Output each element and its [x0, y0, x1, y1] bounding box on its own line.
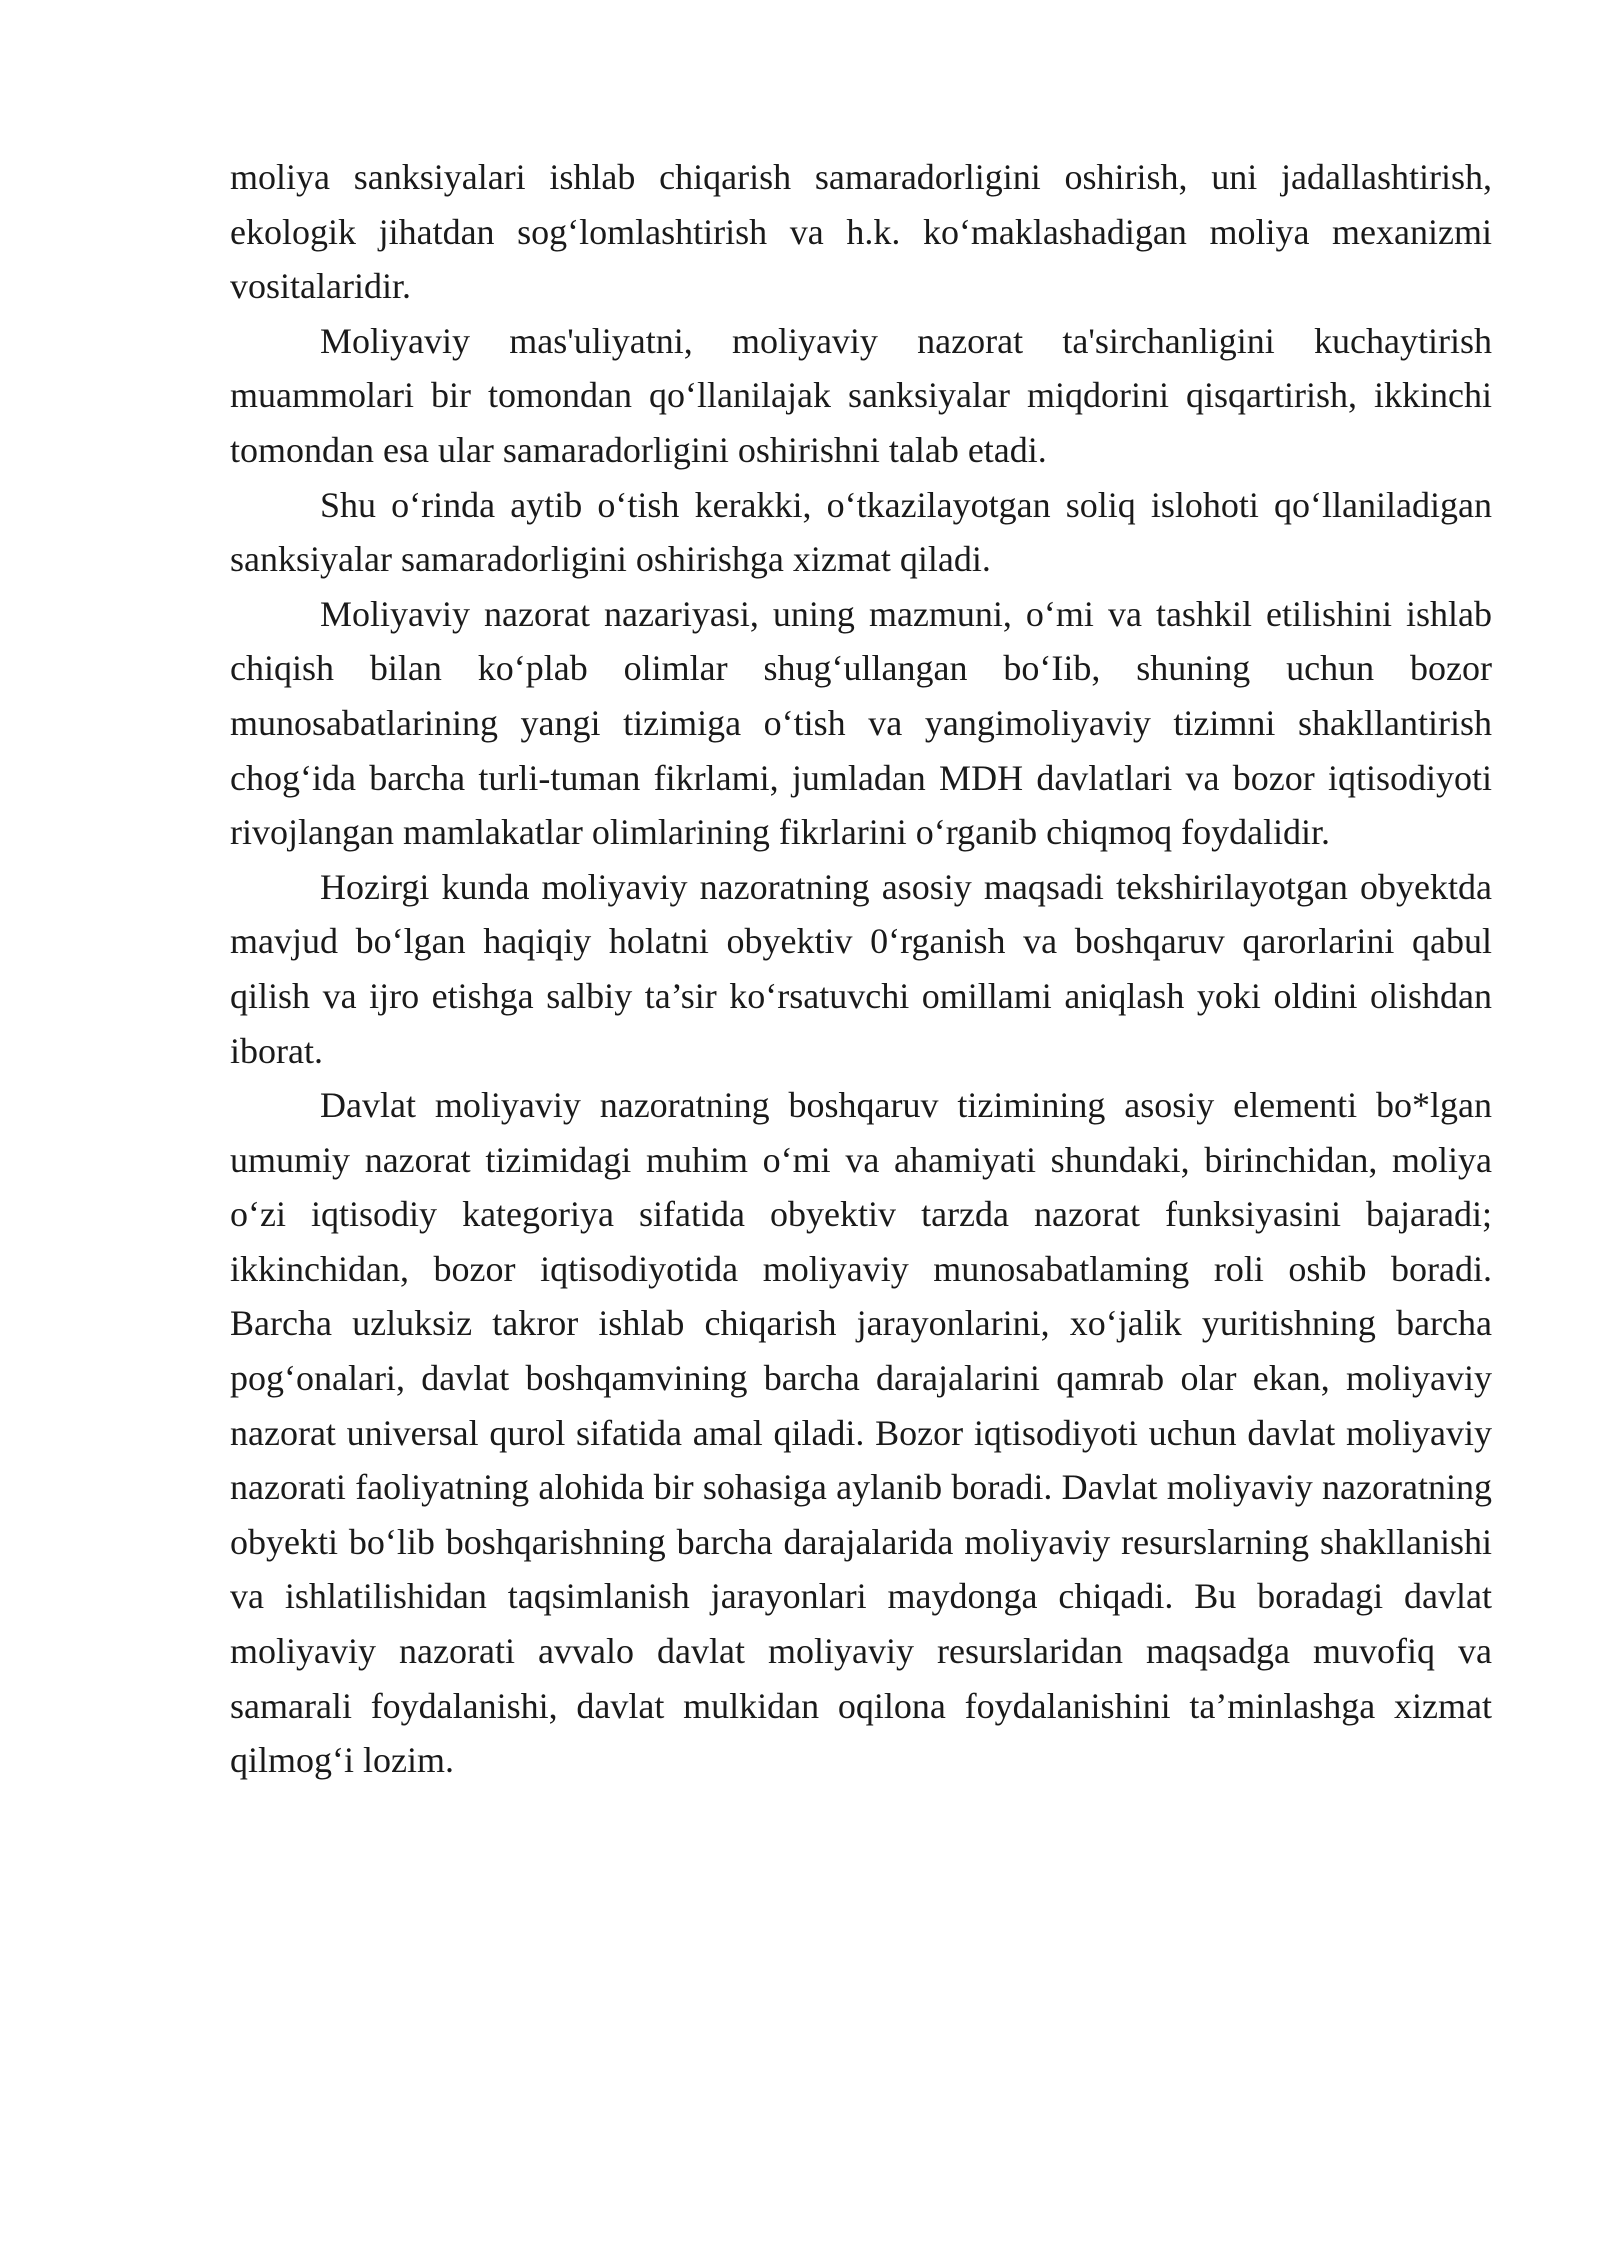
paragraph-continuation: moliya sanksiyalari ishlab chiqarish samaradorligini oshirish, uni jadallashtirish, ekologik jihatdan sog‘lomlashtirish va h.k. ko‘maklashadigan moliya mexanizmi vositalaridir.: [230, 157, 1492, 307]
paragraph: Hozirgi kunda moliyaviy nazoratning asosiy maqsadi tekshirilayotgan obyektda mavjud bo‘lgan haqiqiy holatni obyektiv 0‘rganish va boshqaruv qarorlarini qabul qilish va ijro etishga salbiy ta’sir ko‘rsatuvchi omillami aniqlash yoki oldini olishdan iborat.: [230, 866, 1492, 1071]
paragraph: Moliyaviy nazorat nazariyasi, uning mazmuni, o‘mi va tashkil etilishini ishlab chiqish bilan ko‘plab olimlar shug‘ullangan bo‘Iib, shuning uchun bozor munosabatlarining yangi tizimiga o‘tish va yangimoliyaviy tizimni shakllantirish chog‘ida barcha turli-tuman fikrlami, jumladan MDH davlatlari va bozor iqtisodiyoti rivojlangan mamlakatlar olimlarining fikrlarini o‘rganib chiqmoq foydalidir.: [230, 593, 1492, 853]
document-body: [230, 150, 1492, 1788]
paragraph: Moliyaviy mas'uliyatni, moliyaviy nazorat ta'sirchanligini kuchaytirish muammolari bir tomondan qo‘llanilajak sanksiyalar miqdorini qisqartirish, ikkinchi tomondan esa ular samaradorligini oshirishni talab etadi.: [230, 320, 1492, 470]
paragraph: Davlat moliyaviy nazoratning boshqaruv tizimining asosiy elementi bo*lgan umumiy nazorat tizimidagi muhim o‘mi va ahamiyati shundaki, birinchidan, moliya o‘zi iqtisodiy kategoriya sifatida obyektiv tarzda nazorat funksiyasini bajaradi; ikkinchidan, bozor iqtisodiyotida moliyaviy munosabatlaming roli oshib boradi. Barcha uzluksiz takror ishlab chiqarish jarayonlarini, xo‘jalik yuritishning barcha pog‘onalari, davlat boshqamvining barcha darajalarini qamrab olar ekan, moliyaviy nazorat universal qurol sifatida amal qiladi. Bozor iqtisodiyoti uchun davlat moliyaviy nazorati faoliyatning alohida bir sohasiga aylanib boradi. Davlat moliyaviy nazoratning obyekti bo‘lib boshqarishning barcha darajalarida moliyaviy resurslarning shakllanishi va ishlatilishidan taqsimlanish jarayonlari maydonga chiqadi. Bu boradagi davlat moliyaviy nazorati avvalo davlat moliyaviy resurslaridan maqsadga muvofiq va samarali foydalanishi, davlat mulkidan oqilona foydalanishini ta’minlashga xizmat qilmog‘i lozim.: [230, 1085, 1492, 1781]
paragraph: Shu o‘rinda aytib o‘tish kerakki, o‘tkazilayotgan soliq islohoti qo‘llaniladigan sanksiyalar samaradorligini oshirishga xizmat qiladi.: [230, 484, 1492, 580]
